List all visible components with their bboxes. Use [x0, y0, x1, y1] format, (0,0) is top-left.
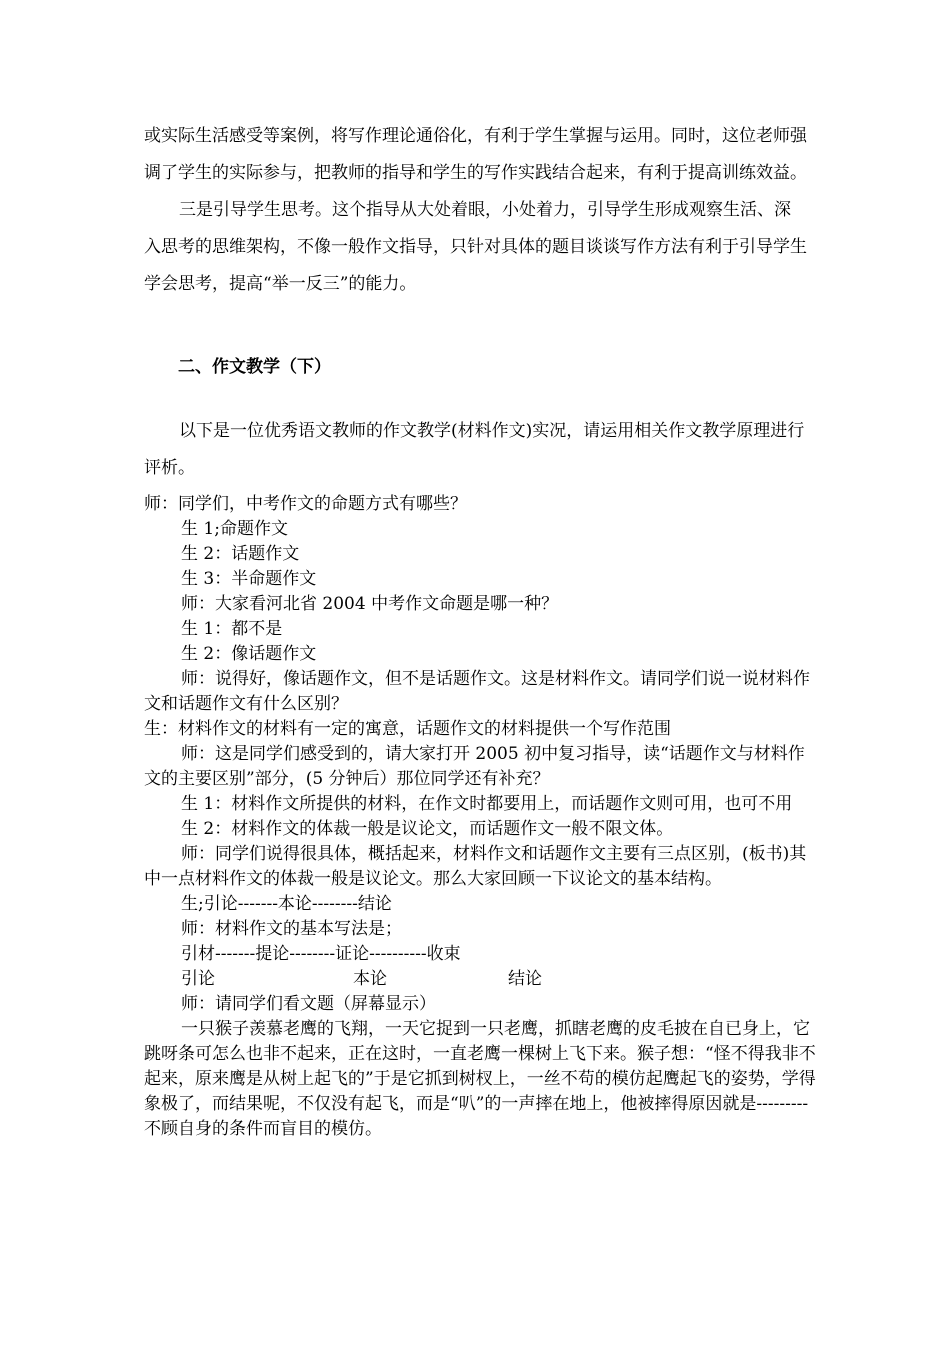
dialogue-line: 师：说得好，像话题作文，但不是话题作文。这是材料作文。请同学们说一说材料作文和话题作文有什么区别？	[144, 669, 810, 714]
dialogue-line: 生 2：话题作文	[181, 544, 300, 564]
dialogue-line: 生 3：半命题作文	[181, 569, 317, 589]
story-paragraph: 一只猴子羡慕老鹰的飞翔，一天它捉到一只老鹰，抓瞎老鹰的皮毛披在自已身上，它跳呀条可怎么也非不起来，正在这时，一直老鹰一棵树上飞下来。猴子想：“怪不得我非不起来，原来鹰是从树上起飞的”于是它抓到树杈上，一丝不苟的模仿起鹰起飞的姿势，学得象极了，而结果呢，不仅没有起飞，而是“叭”的一声摔在地上，他被摔得原因就是---------不顾自身的条件而盲目的模仿。	[144, 1019, 816, 1139]
structure-label: 本论	[353, 969, 387, 989]
structure-label: 结论	[508, 969, 542, 989]
dialogue-line: 生：材料作文的材料有一定的寓意，话题作文的材料提供一个写作范围	[144, 719, 671, 739]
dialogue-line: 生 2：像话题作文	[181, 644, 317, 664]
section-heading: 二、作文教学（下）	[178, 357, 331, 377]
intro-paragraph: 以下是一位优秀语文教师的作文教学(材料作文)实况，请运用相关作文教学原理进行评析。	[144, 421, 805, 478]
dialogue-line: 生 1：材料作文所提供的材料，在作文时都要用上，而话题作文则可用，也可不用	[181, 794, 793, 814]
paragraph-third-point: 三是引导学生思考。这个指导从大处着眼，小处着力，引导学生形成观察生活、深入思考的思维架构，不像一般作文指导，只针对具体的题目谈谈写作方法有利于引导学生学会思考，提高“举一反三”的能力。	[144, 200, 807, 294]
dialogue-block	[144, 492, 819, 1142]
structure-label: 引论	[181, 969, 215, 989]
dialogue-line: 师：同学们，中考作文的命题方式有哪些？	[144, 494, 467, 514]
dialogue-line: 生;引论-------本论--------结论	[181, 894, 392, 914]
dialogue-line: 师：这是同学们感受到的，请大家打开 2005 初中复习指导，读“话题作文与材料作文的主要区别”部分，(5 分钟后）那位同学还有补充？	[144, 744, 805, 789]
paragraph-continuation: 或实际生活感受等案例，将写作理论通俗化，有利于学生掌握与运用。同时，这位老师强调了学生的实际参与，把教师的指导和学生的写作实践结合起来，有利于提高训练效益。	[144, 126, 807, 183]
top-paragraphs	[144, 118, 807, 303]
dialogue-line: 师：同学们说得很具体，概括起来，材料作文和话题作文主要有三点区别，(板书)其中一点材料作文的体裁一般是议论文。那么大家回顾一下议论文的基本结构。	[144, 844, 807, 889]
dialogue-line: 引材-------提论--------证论----------收束	[181, 944, 461, 964]
dialogue-line: 生 1：都不是	[181, 619, 283, 639]
dialogue-line: 生 2：材料作文的体裁一般是议论文，而话题作文一般不限文体。	[181, 819, 674, 839]
dialogue-line: 师：大家看河北省 2004 中考作文命题是哪一种？	[181, 594, 559, 614]
dialogue-line: 生 1;命题作文	[181, 519, 288, 539]
intro-block	[144, 413, 807, 487]
dialogue-line: 师：请同学们看文题（屏幕显示）	[181, 994, 436, 1014]
structure-labels-row	[144, 967, 819, 992]
dialogue-line: 师：材料作文的基本写法是；	[181, 919, 402, 939]
